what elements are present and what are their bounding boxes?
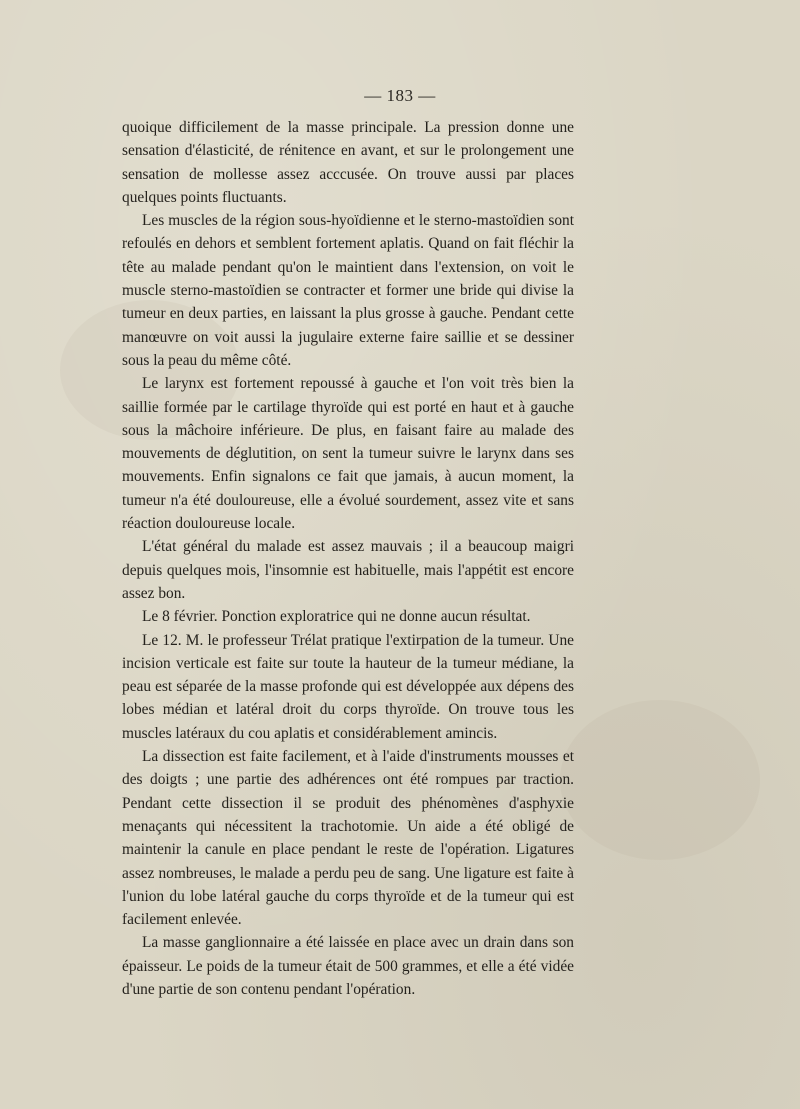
paragraph: Les muscles de la région sous-hyoïdienne et le sterno-mastoïdien sont refoulés en dehors et semblent fortement aplatis. Quand on fait fléchir la tête au malade pendant qu'on le maintient dans l'extension, on voit le muscle sterno-mastoïdien se contracter et former une bride qui divise la tumeur en deux parties, en laissant la plus grosse à gauche. Pendant cette manœuvre on voit aussi la jugulaire externe faire saillie et se dessiner sous la peau du même côté. — [122, 212, 574, 369]
body-text — [122, 116, 574, 1001]
paragraph: Le 12. M. le professeur Trélat pratique l'extirpation de la tumeur. Une incision verticale est faite sur toute la hauteur de la tumeur médiane, la peau est séparée de la masse profonde qui est développée aux dépens des lobes médian et latéral droit du corps thyroïde. On trouve tous les muscles latéraux du cou aplatis et considérablement amincis. — [122, 631, 574, 742]
paragraph: L'état général du malade est assez mauvais ; il a beaucoup maigri depuis quelques mois, l'insomnie est habituelle, mais l'appétit est encore assez bon. — [122, 538, 574, 602]
paragraph: La masse ganglionnaire a été laissée en place avec un drain dans son épaisseur. Le poids de la tumeur était de 500 grammes, et elle a été vidée d'une partie de son contenu pendant l'opération. — [122, 934, 574, 998]
paragraph: La dissection est faite facilement, et à l'aide d'instruments mousses et des doigts ; une partie des adhérences ont été rompues par traction. Pendant cette dissection il se produit des phénomènes d'asphyxie menaçants qui nécessitent la trachotomie. Un aide a été obligé de maintenir la canule en place pendant le reste de l'opération. Ligatures assez nombreuses, le malade a perdu peu de sang. Une ligature est faite à l'union du lobe latéral gauche du corps thyroïde et de la tumeur qui est facilement enlevée. — [122, 748, 574, 929]
paragraph: quoique difficilement de la masse principale. La pression donne une sensation d'élasticité, de rénitence en avant, et sur le prolongement une sensation de mollesse assez acccusée. On trouve aussi par places quelques points fluctuants. — [122, 119, 574, 206]
paper-stain — [560, 700, 760, 860]
page-number: — 183 — — [364, 86, 436, 105]
paragraph: Le 8 février. Ponction exploratrice qui ne donne aucun résultat. — [142, 608, 531, 626]
paragraph: Le larynx est fortement repoussé à gauche et l'on voit très bien la saillie formée par le cartilage thyroïde qui est porté en haut et à gauche sous la mâchoire inférieure. De plus, en faisant faire au malade des mouvements de déglutition, on sent la tumeur suivre le larynx dans ses mouvements. Enfin signalons ce fait que jamais, à aucun moment, la tumeur n'a été douloureuse, elle a évolué sourdement, assez vite et sans réaction douloureuse locale. — [122, 375, 574, 533]
